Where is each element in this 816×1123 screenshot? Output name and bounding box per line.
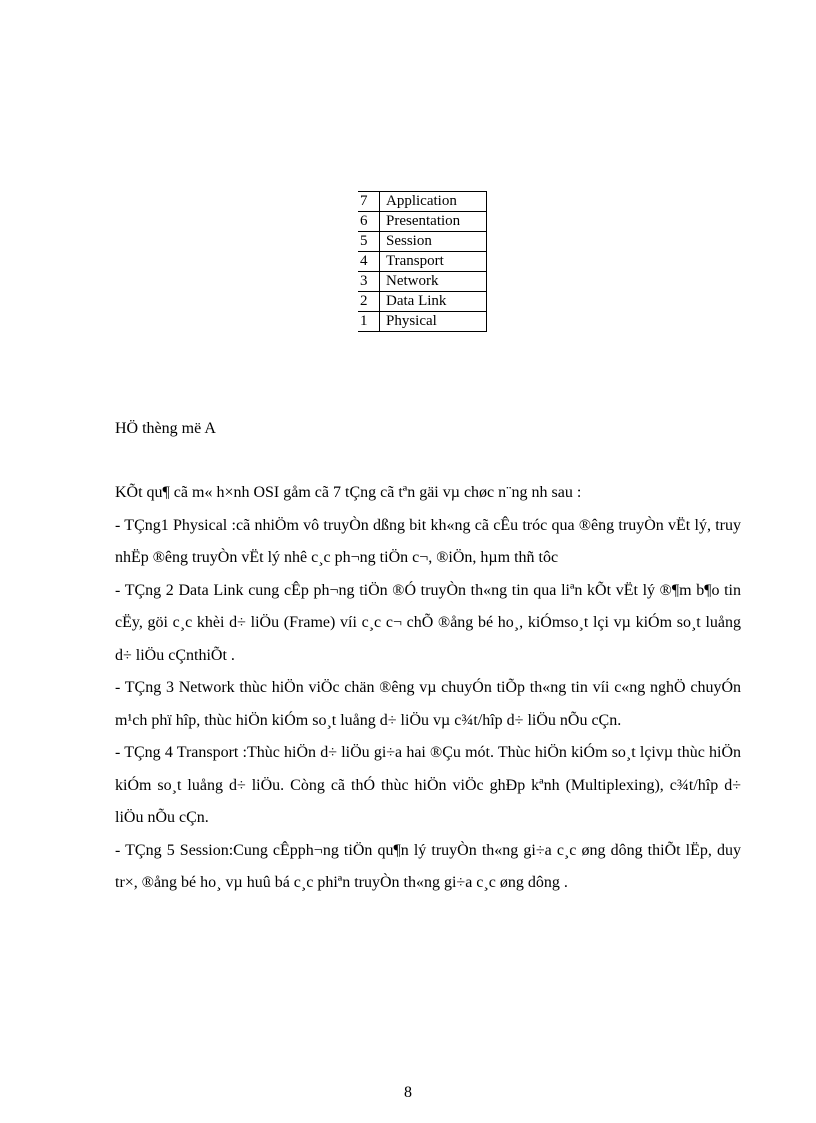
layer-name: Application	[380, 192, 487, 212]
layer-name: Physical	[380, 312, 487, 332]
layer-number: 4	[358, 252, 380, 272]
paragraph-intro: KÕt qu¶ cã m« h×nh OSI gåm cã 7 tÇng cã tªn gäi vµ chøc n¨ng nh sau :	[115, 484, 582, 501]
osi-table-row	[358, 252, 487, 272]
osi-layer-table	[358, 191, 487, 332]
body-text	[115, 477, 741, 900]
section-heading: HÖ thèng më A	[115, 420, 216, 437]
layer-name: Network	[380, 272, 487, 292]
osi-table-row	[358, 212, 487, 232]
layer-number: 2	[358, 292, 380, 312]
layer-number: 7	[358, 192, 380, 212]
page-number: 8	[404, 1084, 412, 1101]
osi-table-row	[358, 192, 487, 212]
paragraph-layer-5: - TÇng 5 Session:Cung cÊpph¬ng tiÖn qu¶n lý truyÒn th«ng gi÷a c¸c øng dông thiÕt lËp, duy tr×, ®ång bé ho¸ vµ huû bá c¸c phiªn truyÒn th«ng gi÷a c¸c øng dông .	[115, 841, 741, 891]
layer-name: Data Link	[380, 292, 487, 312]
layer-number: 5	[358, 232, 380, 252]
layer-number: 1	[358, 312, 380, 332]
paragraph-layer-3: - TÇng 3 Network thùc hiÖn viÖc chän ®êng vµ chuyÓn tiÕp th«ng tin víi c«ng nghÖ chuyÓn m¹ch phï hîp, thùc hiÖn kiÓm so¸t luång d÷ liÖu vµ c¾t/hîp d÷ liÖu nÕu cÇn.	[115, 679, 741, 729]
paragraph-layer-2: - TÇng 2 Data Link cung cÊp ph¬ng tiÖn ®Ó truyÒn th«ng tin qua liªn kÕt vËt lý ®¶m b¶o tin cËy, göi c¸c khèi d÷ liÖu (Frame) víi c¸c c¬ chÕ ®ång bé ho¸, kiÓmso¸t lçi vµ kiÓm so¸t luång d÷ liÖu cÇnthiÕt .	[115, 581, 741, 664]
osi-table-row	[358, 292, 487, 312]
layer-number: 3	[358, 272, 380, 292]
osi-table-row	[358, 232, 487, 252]
layer-number: 6	[358, 212, 380, 232]
layer-name: Presentation	[380, 212, 487, 232]
osi-table-row	[358, 272, 487, 292]
layer-name: Session	[380, 232, 487, 252]
layer-name: Transport	[380, 252, 487, 272]
paragraph-layer-4: - TÇng 4 Transport :Thùc hiÖn d÷ liÖu gi÷a hai ®Çu mót. Thùc hiÖn kiÓm so¸t lçivµ thùc hiÖn kiÓm so¸t luång d÷ liÖu. Còng cã thÓ thùc hiÖn viÖc ghÐp kªnh (Multiplexing), c¾t/hîp d÷ liÖu nÕu cÇn.	[115, 744, 741, 826]
paragraph-layer-1: - TÇng1 Physical :cã nhiÖm vô truyÒn dßng bit kh«ng cã cÊu tróc qua ®êng truyÒn vËt lý, truy nhËp ®êng truyÒn vËt lý nhê c¸c ph¬ng tiÖn c¬, ®iÖn, hµm thñ tôc	[115, 516, 741, 566]
osi-table-row	[358, 312, 487, 332]
